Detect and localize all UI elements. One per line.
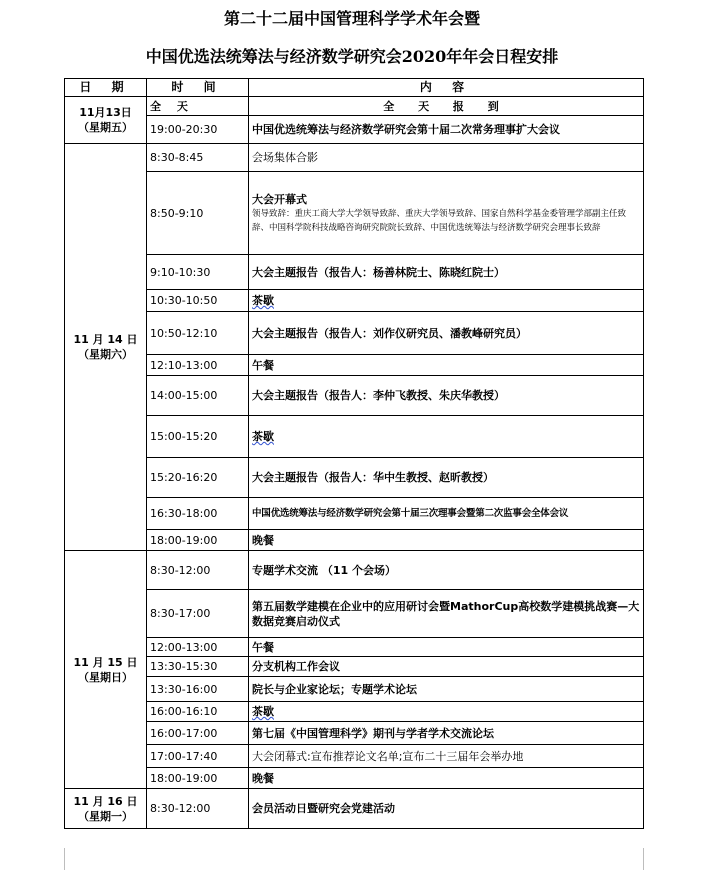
- time-cell: 13:30-16:00: [147, 677, 249, 702]
- schedule-table: [64, 78, 644, 829]
- table-row: [65, 172, 644, 255]
- content-cell: 大会主题报告（报告人：杨善林院士、陈晓红院士）: [249, 255, 644, 290]
- table-row: [65, 551, 644, 590]
- time-cell: 8:30-17:00: [147, 590, 249, 638]
- table-row: [65, 789, 644, 829]
- table-row: [65, 745, 644, 768]
- table-row: [65, 657, 644, 677]
- date-label: 11 月 15 日: [73, 655, 138, 669]
- content-cell: [249, 702, 644, 722]
- weekday-label: （星期五）: [78, 121, 133, 134]
- content-cell: 大会闭幕式:宣布推荐论文名单;宣布二十三届年会举办地: [249, 745, 644, 768]
- content-cell: 中国优选统筹法与经济数学研究会第十届二次常务理事扩大会议: [249, 116, 644, 144]
- content-cell: 晚餐: [249, 530, 644, 551]
- content-cell: 专题学术交流 （11 个会场）: [249, 551, 644, 590]
- date-cell: [65, 97, 147, 144]
- date-cell: [65, 144, 147, 551]
- weekday-label: （星期日）: [78, 670, 133, 684]
- table-row: [65, 498, 644, 530]
- time-cell: 10:50-12:10: [147, 312, 249, 355]
- time-cell: 15:20-16:20: [147, 458, 249, 498]
- page-subtitle: 中国优选法统筹法与经济数学研究会2020年年会日程安排: [145, 47, 559, 66]
- time-cell: 18:00-19:00: [147, 768, 249, 789]
- date-label: 11 月 14 日: [73, 333, 138, 346]
- table-row: [65, 312, 644, 355]
- table-row: [65, 458, 644, 498]
- page-margin-mark-right: [643, 848, 644, 870]
- table-row: [65, 638, 644, 657]
- table-row: [65, 530, 644, 551]
- header-date: 日 期: [65, 79, 147, 97]
- weekday-label: （星期六）: [78, 348, 133, 361]
- time-cell: 16:30-18:00: [147, 498, 249, 530]
- time-cell: 8:30-8:45: [147, 144, 249, 172]
- content-cell: 分支机构工作会议: [249, 657, 644, 677]
- date-label: 11月13日: [79, 106, 132, 119]
- content-cell: [249, 290, 644, 312]
- content-cell: 院长与企业家论坛；专题学术论坛: [249, 677, 644, 702]
- date-label: 11 月 16 日: [73, 794, 138, 808]
- content-cell: 大会主题报告（报告人：李仲飞教授、朱庆华教授）: [249, 376, 644, 416]
- table-row: [65, 702, 644, 722]
- time-cell: 14:00-15:00: [147, 376, 249, 416]
- time-cell: 10:30-10:50: [147, 290, 249, 312]
- date-cell: [65, 551, 147, 789]
- time-cell: 全 天: [147, 97, 249, 116]
- weekday-label: （星期一）: [78, 809, 133, 823]
- table-row: [65, 355, 644, 376]
- content-cell: 午餐: [249, 638, 644, 657]
- time-cell: 8:30-12:00: [147, 551, 249, 590]
- date-cell: [65, 789, 147, 829]
- table-row: [65, 416, 644, 458]
- tea-break-label: 茶歇: [252, 705, 274, 718]
- content-cell: 大会主题报告（报告人：刘作仪研究员、潘教峰研究员）: [249, 312, 644, 355]
- time-cell: 13:30-15:30: [147, 657, 249, 677]
- time-cell: 16:00-17:00: [147, 722, 249, 745]
- opening-title: 大会开幕式: [252, 192, 307, 206]
- time-cell: 12:00-13:00: [147, 638, 249, 657]
- table-header-row: [65, 79, 644, 97]
- tea-break-label: 茶歇: [252, 430, 274, 443]
- content-cell: [249, 172, 644, 255]
- table-row: [65, 590, 644, 638]
- table-row: [65, 677, 644, 702]
- time-cell: 18:00-19:00: [147, 530, 249, 551]
- content-cell: 第七届《中国管理科学》期刊与学者学术交流论坛: [249, 722, 644, 745]
- table-row: [65, 97, 644, 116]
- table-row: [65, 144, 644, 172]
- table-row: [65, 722, 644, 745]
- time-cell: 15:00-15:20: [147, 416, 249, 458]
- content-cell: 会员活动日暨研究会党建活动: [249, 789, 644, 829]
- time-cell: 8:50-9:10: [147, 172, 249, 255]
- content-cell: 午餐: [249, 355, 644, 376]
- time-cell: 19:00-20:30: [147, 116, 249, 144]
- tea-break-label: 茶歇: [252, 294, 274, 307]
- time-cell: 8:30-12:00: [147, 789, 249, 829]
- table-row: [65, 255, 644, 290]
- table-row: [65, 116, 644, 144]
- content-cell: 第五届数学建模在企业中的应用研讨会暨MathorCup高校数学建模挑战赛—大数据竞赛启动仪式: [249, 590, 644, 638]
- content-cell: 晚餐: [249, 768, 644, 789]
- content-cell: 全 天 报 到: [249, 97, 644, 116]
- table-row: [65, 376, 644, 416]
- time-cell: 17:00-17:40: [147, 745, 249, 768]
- content-cell: 中国优选统筹法与经济数学研究会第十届三次理事会暨第二次监事会全体会议: [249, 498, 644, 530]
- header-time: 时 间: [147, 79, 249, 97]
- page-title: 第二十二届中国管理科学学术年会暨: [223, 9, 480, 28]
- table-row: [65, 290, 644, 312]
- content-cell: [249, 416, 644, 458]
- table-row: [65, 768, 644, 789]
- opening-detail: 领导致辞：重庆工商大学大学领导致辞、重庆大学领导致辞、国家自然科学基金委管理学部副主任致辞、中国科学院科技战略咨询研究院院长致辞、中国优选统筹法与经济数学研究会理事长致辞: [252, 208, 627, 233]
- page-margin-mark-left: [64, 848, 65, 870]
- content-cell: 会场集体合影: [249, 144, 644, 172]
- content-cell: 大会主题报告（报告人：华中生教授、赵昕教授）: [249, 458, 644, 498]
- time-cell: 16:00-16:10: [147, 702, 249, 722]
- header-content: 内 容: [249, 79, 644, 97]
- time-cell: 9:10-10:30: [147, 255, 249, 290]
- time-cell: 12:10-13:00: [147, 355, 249, 376]
